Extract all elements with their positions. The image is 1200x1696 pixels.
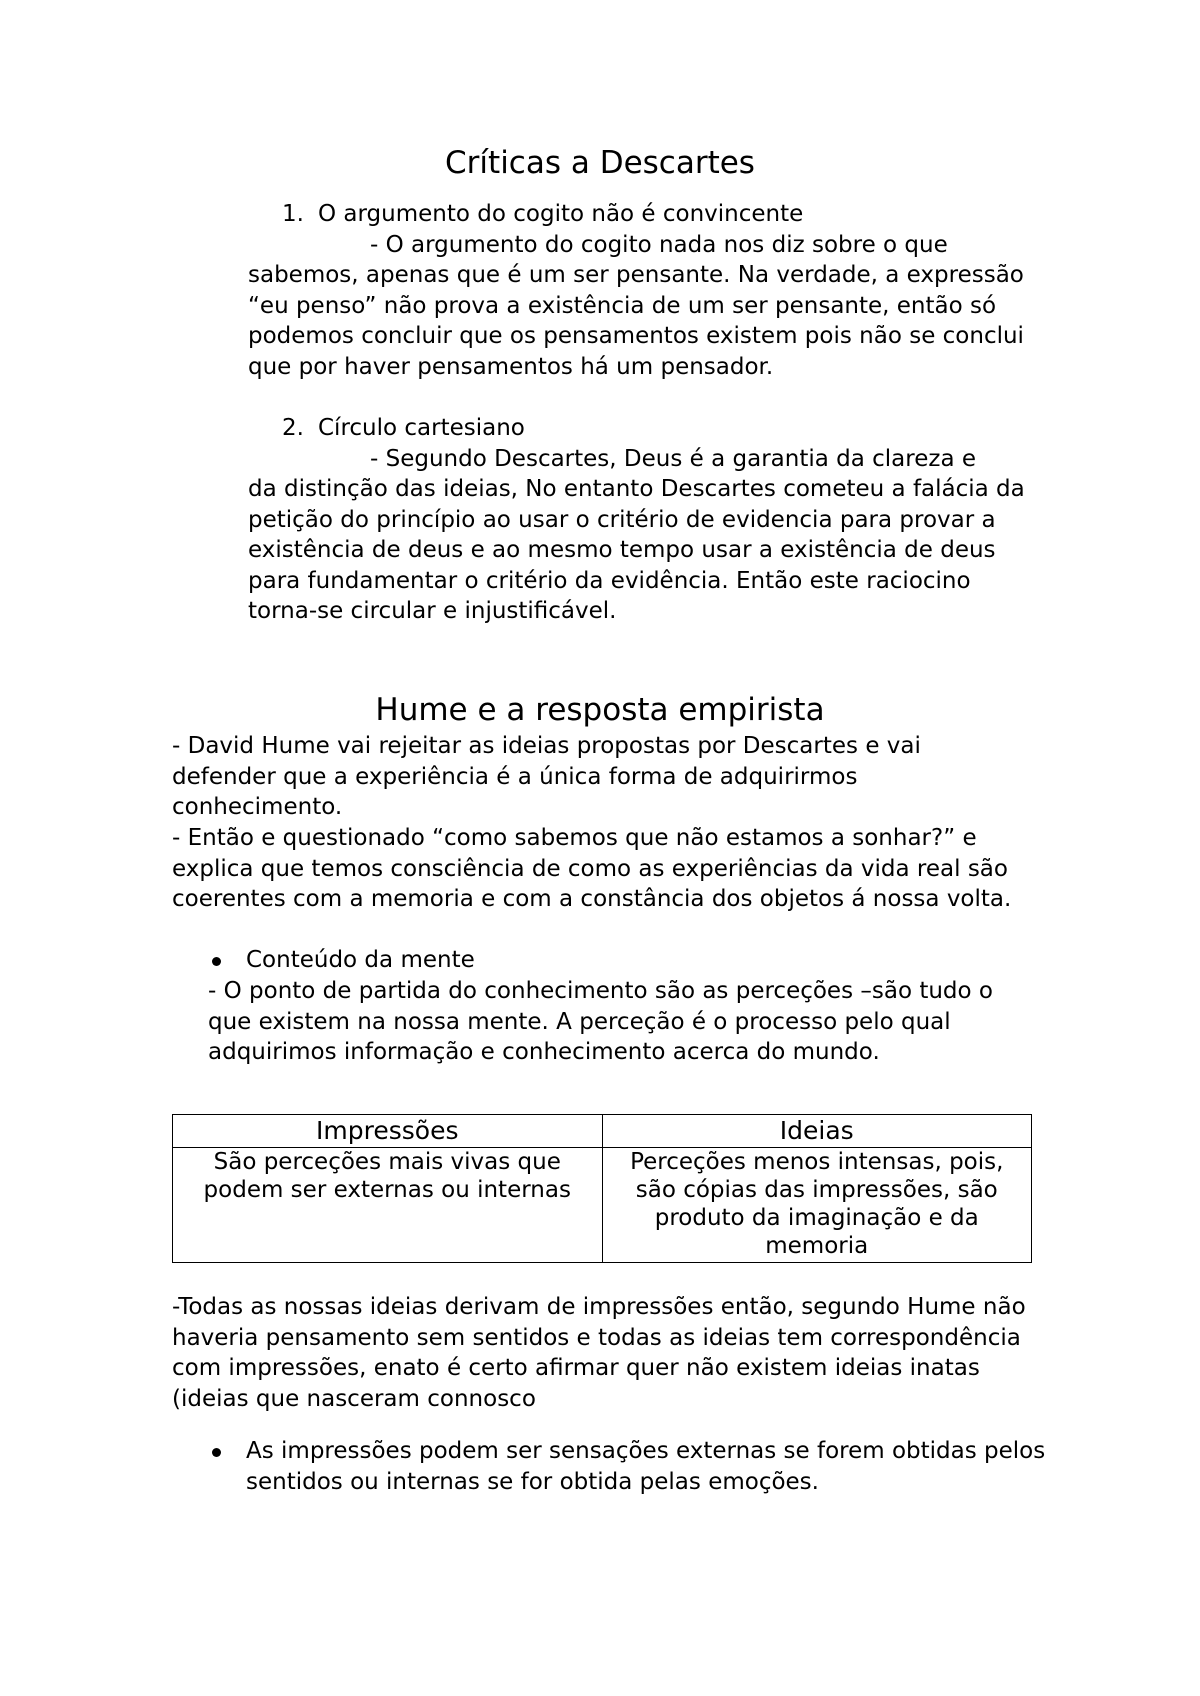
table-cell-impressoes: São perceções mais vivas que podem ser externas ou internas bbox=[173, 1148, 603, 1263]
item-title: O argumento do cogito não é convincente bbox=[318, 201, 804, 227]
bullet-conteudo-label: Conteúdo da mente bbox=[246, 947, 475, 973]
bullet-conteudo-text: - O ponto de partida do conhecimento são as perceções –são tudo o que existem na nossa mente. A perceção é o processo pelo qual adquirimos informação e conhecimento acerca do mundo. bbox=[208, 978, 993, 1065]
item-number: 1. bbox=[282, 201, 304, 227]
table-header-row bbox=[173, 1115, 1032, 1148]
item-number: 2. bbox=[282, 415, 304, 441]
section-title-criticas: Críticas a Descartes bbox=[445, 145, 755, 181]
numbered-item-2 bbox=[282, 413, 525, 444]
paragraph-hume-intro: - David Hume vai rejeitar as ideias propostas por Descartes e vai defender que a experiência é a única forma de adquirirmos conhecimento. bbox=[172, 733, 921, 820]
paragraph-ideias-derivam: -Todas as nossas ideias derivam de impressões então, segundo Hume não haveria pensamento sem sentidos e todas as ideias tem correspondência com impressões, enato é certo afirmar quer não existem ideias inatas (ideias que nasceram connosco bbox=[172, 1294, 1026, 1412]
item-1-explanation: sabemos, apenas que é um ser pensante. Na verdade, a expressão “eu penso” não prova a existência de um ser pensante, então só podemos concluir que os pensamentos existem pois não se conclui que por haver pensamentos há um pensador. bbox=[248, 262, 1024, 380]
section-title-hume: Hume e a resposta empirista bbox=[375, 692, 825, 728]
bullet-dot-icon bbox=[212, 1448, 221, 1457]
paragraph-hume-dream: - Então e questionado “como sabemos que não estamos a sonhar?” e explica que temos consciência de como as experiências da vida real são coerentes com a memoria e com a constância dos objetos á nossa volta. bbox=[172, 825, 1012, 912]
bullet-dot-icon bbox=[212, 957, 221, 966]
item-1-explanation-first-line: - O argumento do cogito nada nos diz sobre o que bbox=[370, 232, 948, 258]
table-row bbox=[173, 1148, 1032, 1263]
item-2-explanation-first-line: - Segundo Descartes, Deus é a garantia da clareza e bbox=[370, 446, 977, 472]
impressions-ideas-table bbox=[172, 1114, 1032, 1263]
item-2-explanation: da distinção das ideias, No entanto Descartes cometeu a falácia da petição do princípio ao usar o critério de evidencia para provar a existência de deus e ao mesmo tempo usar a existência de deus para fundamentar o critério da evidência. Então este raciocino torna-se circular e injustificável. bbox=[248, 476, 1025, 624]
table-header-impressoes: Impressões bbox=[173, 1115, 603, 1148]
numbered-item-1 bbox=[282, 199, 803, 230]
bullet-impressoes-text: As impressões podem ser sensações externas se forem obtidas pelos sentidos ou internas se for obtida pelas emoções. bbox=[246, 1438, 1046, 1495]
table-cell-ideias: Perceções menos intensas, pois, são cópias das impressões, são produto da imaginação e da memoria bbox=[602, 1148, 1032, 1263]
table-header-ideias: Ideias bbox=[602, 1115, 1032, 1148]
item-title: Círculo cartesiano bbox=[318, 415, 525, 441]
